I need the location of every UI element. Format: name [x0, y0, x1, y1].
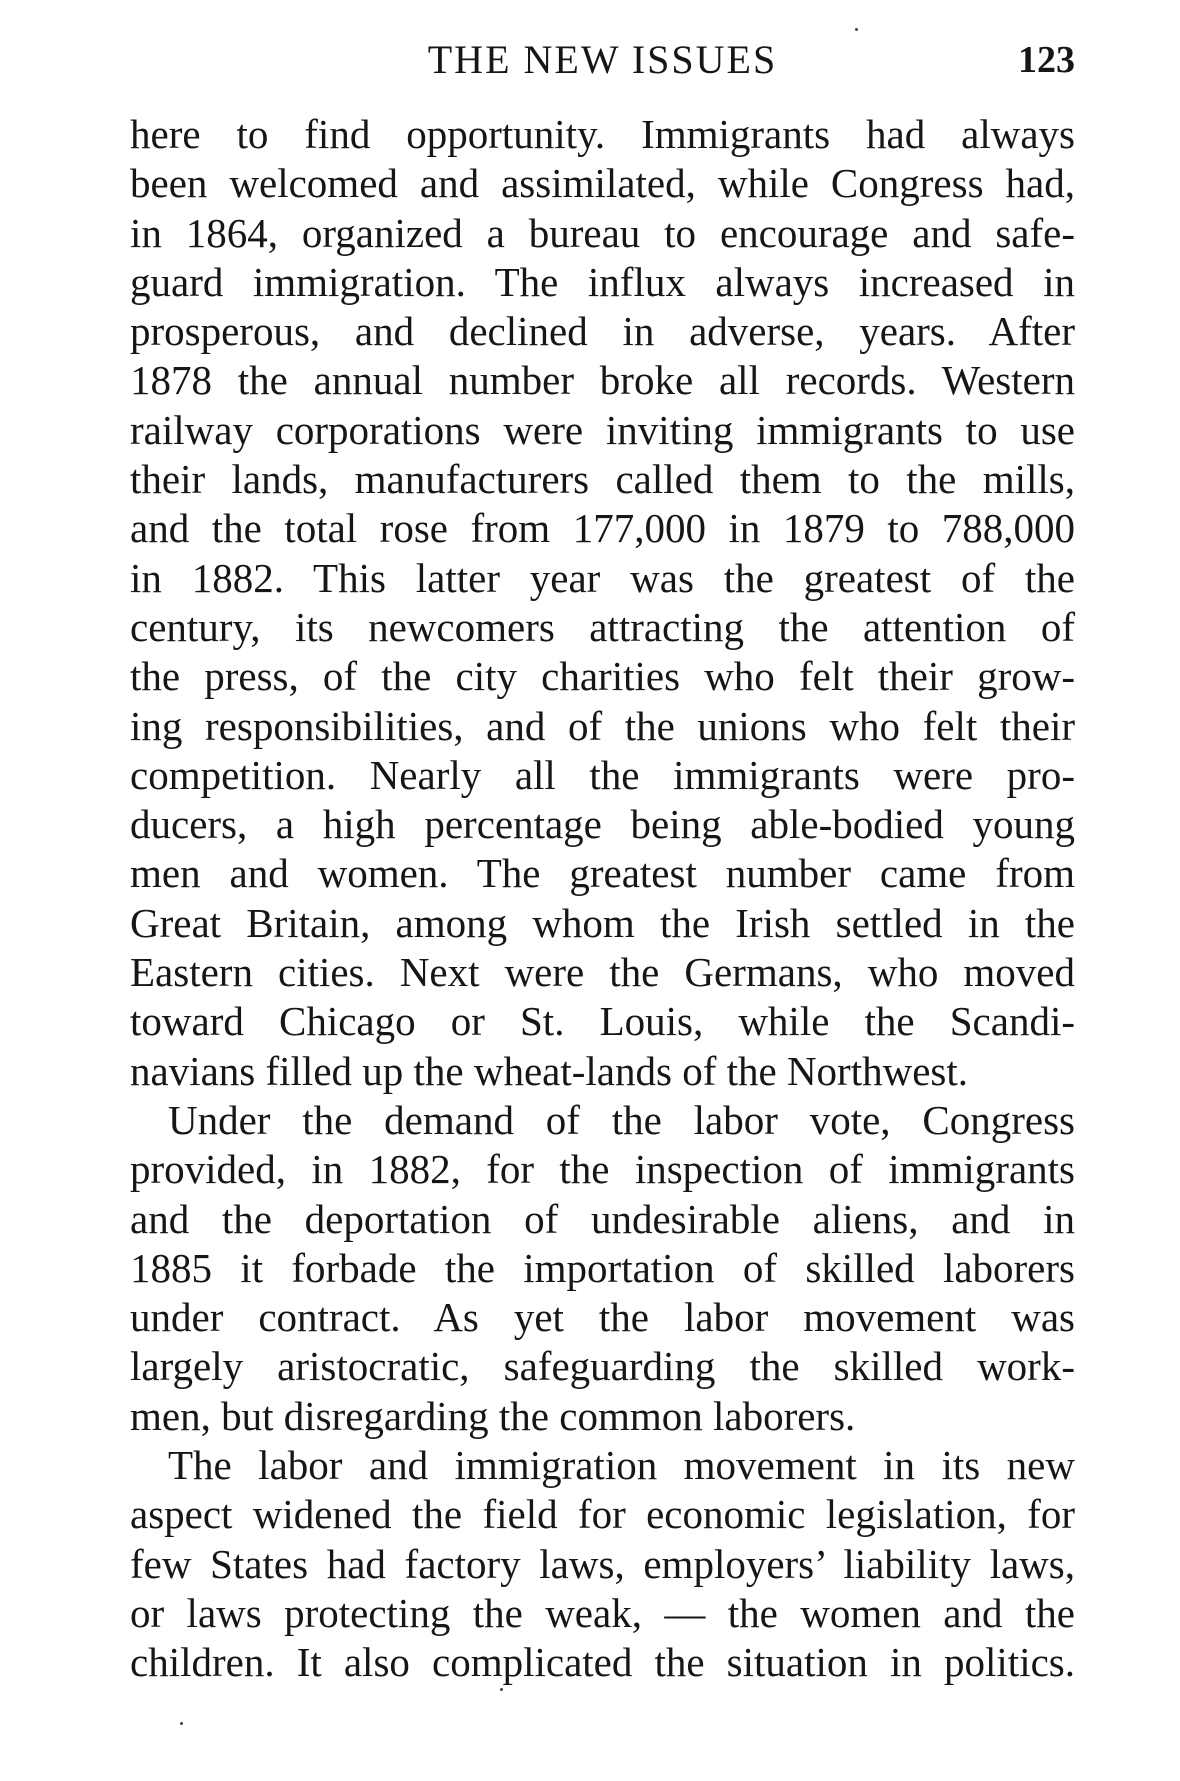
text-line: aspect widened the field for economic legislation, for	[130, 1491, 1075, 1538]
paragraph	[130, 1441, 1075, 1687]
text-line: railway corporations were inviting immigrants to use	[130, 406, 1075, 453]
text-line: Under the demand of the labor vote, Congress	[168, 1096, 1075, 1143]
text-line: century, its newcomers attracting the attention of	[130, 603, 1075, 650]
body-text	[130, 110, 1075, 1688]
text-line: largely aristocratic, safeguarding the skilled work-	[130, 1343, 1075, 1390]
text-line: the press, of the city charities who felt their grow-	[130, 653, 1075, 700]
text-line: in 1882. This latter year was the greatest of the	[130, 554, 1075, 601]
text-line: been welcomed and assimilated, while Congress had,	[130, 160, 1075, 207]
text-line: and the deportation of undesirable aliens, and in	[130, 1195, 1075, 1242]
text-line: toward Chicago or St. Louis, while the Scandi-	[130, 998, 1075, 1045]
print-speck	[855, 28, 858, 31]
text-line: Eastern cities. Next were the Germans, who moved	[130, 949, 1075, 996]
text-line: ing responsibilities, and of the unions who felt their	[130, 702, 1075, 749]
running-head	[130, 32, 1075, 88]
text-line: here to find opportunity. Immigrants had always	[130, 111, 1075, 157]
text-line: children. It also complicated the situation in politics.	[130, 1639, 1075, 1686]
text-line: competition. Nearly all the immigrants were pro-	[130, 751, 1075, 798]
text-line: or laws protecting the weak, — the women and the	[130, 1589, 1075, 1636]
text-line: navians filled up the wheat-lands of the Northwest.	[130, 1047, 968, 1094]
text-line: 1885 it forbade the importation of skilled laborers	[130, 1244, 1075, 1291]
print-speck	[500, 1688, 503, 1691]
running-title: THE NEW ISSUES	[427, 37, 778, 82]
text-line: prosperous, and declined in adverse, years. After	[130, 308, 1075, 355]
text-line: The labor and immigration movement in its new	[168, 1442, 1075, 1489]
paragraph	[130, 1096, 1075, 1441]
text-line: provided, in 1882, for the inspection of immigrants	[130, 1146, 1075, 1193]
page-number: 123	[1018, 39, 1075, 81]
text-line: men and women. The greatest number came from	[130, 850, 1075, 897]
paragraph	[130, 110, 1075, 1096]
text-line: 1878 the annual number broke all records. Western	[130, 357, 1075, 404]
text-line: under contract. As yet the labor movement was	[130, 1294, 1075, 1341]
text-line: guard immigration. The influx always increased in	[130, 258, 1075, 305]
text-line: and the total rose from 177,000 in 1879 to 788,000	[130, 505, 1075, 552]
text-line: ducers, a high percentage being able-bodied young	[130, 801, 1075, 848]
text-line: few States had factory laws, employers’ liability laws,	[130, 1540, 1075, 1587]
text-line: Great Britain, among whom the Irish settled in the	[130, 899, 1075, 946]
text-line: men, but disregarding the common laborers.	[130, 1392, 856, 1439]
print-speck	[180, 1722, 183, 1725]
text-line: in 1864, organized a bureau to encourage and safe-	[130, 209, 1075, 256]
text-line: their lands, manufacturers called them to the mills,	[130, 456, 1075, 503]
